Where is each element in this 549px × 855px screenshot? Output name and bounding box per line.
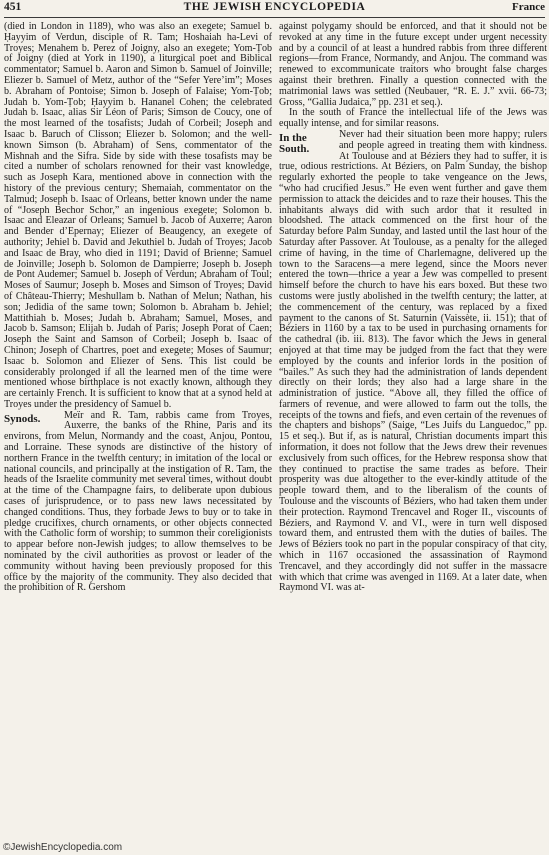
side-heading-synods-label: Synods. [4,412,41,425]
right-column [279,22,547,838]
paragraph-south-intro: In the south of France the intellectual life of the Jews was equally intense, and for similar reasons. [279,107,547,130]
paragraph-scholars: (died in London in 1189), who was also an exegete; Samuel b. Ḥayyim of Verdun, disciple of R. Tam; Hoshaiah ha-Levi of Troyes; Menahem b. Perez of Joigny, also an exegete; Yom-Ṭob of Joigny (died at York in 1190), a liturgical poet and Biblical commentator; Samuel b. Aaron and Simon b. Samuel of Joinville; Eliezer b. Samuel of Metz, author of the “Sefer Yere’im”; Moses b. Abraham of Pontoise; Simon b. Joseph of Falaise; Yom-Ṭob; Judah b. Yom-Ṭob; Ḥayyim b. Hananel Cohen; the celebrated Judah b. Isaac, alias Sir Léon of Paris; Simson de Coucy, one of the most learned of the tosafists; Judah of Corbeil; Joseph and Isaac b. Baruch of Clisson; Eliezer b. Solomon; and the well-known Simson (b. Abraham) of Sens, commentator of the Mishnah and the Sifra. Side by side with these tosafists may be cited a number of scholars renowned for their vast knowledge, such as Joseph Kara, mentioned above in connection with the history of the previous century; Shemaiah, commentator on the Talmud; Joseph b. Isaac of Orleans, better known under the name of “Joseph Bechor Schor,” an ingenious exegete; Solomon b. Isaac and Eleazar of Orleans; Samuel b. Jacob of Auxerre; Aaron and Bender d’Epernay; Eliezer of Beaugency, an exegete of authority; Jehiel b. David and Jekuthiel b. Judah of Troyes; Jacob and Isaac de Bray, who died in 1191; David of Brienne; Samuel de Joinville; Joseph b. Solomon de Dampierre; Joseph b. Joseph de Pont Audemer; Samuel b. Joseph of Verdun; Abraham of Toul; Moses of Saumur; Joseph b. Moses and Simson of Troyes; David of Château-Thierry; Meshullam b. Nathan of Melun; Nathan, his son; Jedidia of the same town; Solomon b. Abraham b. Jehiel; Mattithiah b. Moses; Judah b. Abraham; Samuel, Moses, and Jacob b. Samson; Elijah b. Judah of Paris; Joseph Porat of Caen; Joseph the Saint and Samson of Corbeil; Joseph b. Isaac of Chinon; Joseph of Chartres, poet and exegete; Moses of Saumur; Isaac b. Solomon and Eliezer of Sens. This list could be considerably prolonged if all the learned men of the time were mentioned whose birthplace is not exactly known, although they are certainly French. It is sufficient to know that at a synod held at Troyes under the presidency of Samuel b. [4,22,272,410]
side-heading-south-line1: In the [279,131,307,144]
page-header [4,0,545,18]
running-title: THE JEWISH ENCYCLOPEDIA [183,1,366,13]
side-heading-south-line2: South. [279,142,310,155]
left-column [4,22,272,838]
paragraph-polygamy: against polygamy should be enforced, and that it should not be revoked at any time in the future except under urgent necessity and by a council of at least a hundred rabbis from three different regions—from France, Normandy, and Anjou. The command was renewed to excommunicate traitors who brought false charges against their brethren. Finally a question connected with the matrimonial laws was settled (Neubauer, “R. E. J.” xvii. 66-73; Gross, “Gallia Judaica,” pp. 231 et seq.). [279,22,547,108]
side-heading-south [279,133,333,155]
paragraph-south: Never had their situation been more happy; rulers and people agreed in treating them with kindness. At Toulouse and at Béziers they had to suffer, it is true, odious restrictions. At Béziers, on Palm Sunday, the bishop regularly exhorted the people to take vengeance on the Jews, “who had crucified Jesus.” He even went further and gave them permission to attack the deicides and to raze their houses. This the inhabitants always did with such ardor that it resulted in bloodshed. The attack commenced on the first hour of the Saturday before Palm Sunday, and lasted until the last hour of the Saturday after Passover. At Toulouse, as a penalty for the alleged crime of having, in the time of Charlemagne, delivered up the town to the Saracens—a mere legend, since the Moors never entered the town—thrice a year a Jew was compelled to present himself before the church to have his ears boxed. But these two customs were justly abolished in the twelfth century; the latter, at the commencement of the century, was replaced by a fixed payment to the canons of St. Saturnin (Vaissète, ii. 151); that of Béziers in 1160 by a tax to be used in purchasing ornaments for the cathedral (ib. iii. 813). The favor which the Jews in general enjoyed at that time may be judged from the fact that they were employed by the counts and inferior lords in the position of “bailes.” As such they had the administration of lands dependent directly on their lords; they also had a large share in the administration of justice. “Above all, they filled the office of farmers of revenue, and were allowed to farm out the tolls, the receipts of the towns and fiefs, and even certain of the revenues of the chapters and bishops” (Saige, “Les Juifs du Languedoc,” pp. 15 et seq.). But if, as is natural, Christian documents impart this information, it does not follow that the Jews drew their revenues exclusively from such offices, for the Hebrew responsa show that they continued to practise the same trades as before. Their prosperity was due altogether to the ever-kindly attitude of the people toward them, and to the liberalism of the counts of Toulouse and the viscounts of Béziers, who had taken them under their protection. Raymond Trencavel and Roger II., viscounts of Béziers, and Raymond V. and VI., were in turn well disposed toward them, and entrusted them with the duties of bailes. The Jews of Béziers took no part in the popular conspiracy of that city, which in 1167 occasioned the assassination of Raymond Trencavel, and they accordingly did not suffer in the massacre with which that crime was avenged in 1169. At a later date, when Raymond VI. was at- [279,128,547,594]
side-heading-synods [4,414,58,425]
section-title: France [512,1,545,13]
watermark-link[interactable]: ©JewishEncyclopedia.com [3,842,123,853]
paragraph-synods: Meïr and R. Tam, rabbis came from Troyes, Auxerre, the banks of the Rhine, Paris and its environs, from Melun, Normandy and the coast, Anjou, Pontou, and Lorraine. These synods are distinctive of the history of northern France in the twelfth century; in imitation of the local or national councils, and principally at the instigation of R. Tam, the heads of the Israelite community met several times, without doubt at the time of the Champagne fairs, to deliberate upon dubious cases of jurisprudence, or to pass new laws necessitated by changed conditions. Thus, they forbade Jews to buy or to take in pledge crucifixes, church ornaments, or other objects connected with the Catholic form of worship; to summon their coreligionists to appear before non-Jewish judges; to allow themselves to be nominated by the civil authorities as provost or leader of the community without having been previously proposed for this office by the majority of the community. They also decided that the prohibition of R. Gershom [4,409,272,594]
page-number: 451 [4,1,22,13]
